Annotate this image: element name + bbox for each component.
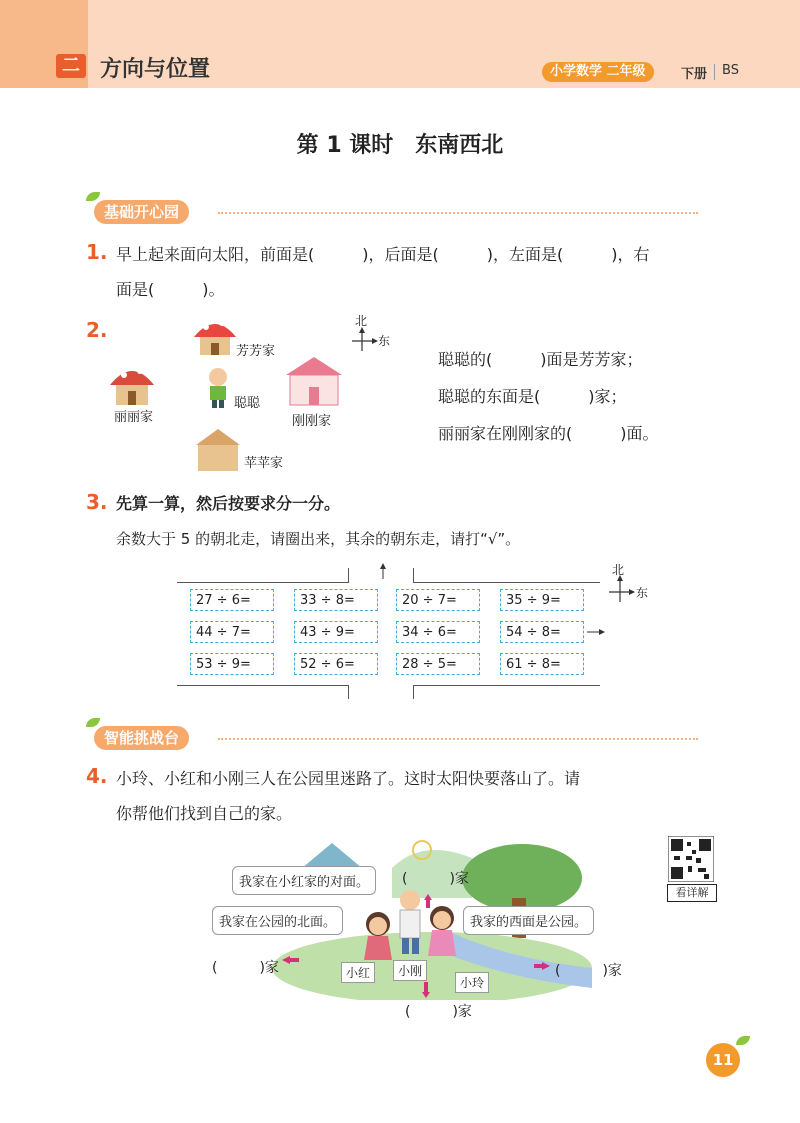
house-icon bbox=[196, 429, 240, 471]
leaf-icon bbox=[86, 718, 100, 727]
division-cell[interactable]: 52 ÷ 6= bbox=[294, 653, 378, 675]
road-edge bbox=[413, 568, 414, 583]
section-banner-challenge: 智能挑战台 bbox=[94, 726, 189, 750]
mushroom-house-icon bbox=[194, 320, 236, 355]
compass-north-label: 北 bbox=[355, 314, 368, 328]
question-number: 3. bbox=[86, 490, 108, 514]
term-label: 下册 bbox=[681, 67, 708, 82]
road-edge bbox=[413, 685, 600, 686]
question-number: 2. bbox=[86, 318, 108, 342]
division-cell[interactable]: 53 ÷ 9= bbox=[190, 653, 274, 675]
question-number: 1. bbox=[86, 240, 108, 264]
qr-detail-label[interactable]: 看详解 bbox=[667, 884, 717, 902]
header-divider bbox=[714, 64, 715, 80]
house-label-pingping: 苹苹家 bbox=[244, 456, 284, 471]
house-label-ganggang: 刚刚家 bbox=[292, 414, 332, 429]
boy-icon bbox=[209, 368, 227, 408]
q2-statement-2: 聪聪的东面是( )家； bbox=[438, 387, 627, 406]
speech-bubble-left: 我家在公园的北面。 bbox=[212, 906, 343, 935]
road-edge bbox=[177, 582, 349, 583]
question-number: 4. bbox=[86, 764, 108, 788]
q2-statement-1: 聪聪的( )面是芳芳家； bbox=[438, 350, 643, 369]
road-edge bbox=[348, 685, 349, 699]
unit-number-badge: 二 bbox=[56, 54, 86, 78]
girl-xiaoling-icon bbox=[428, 906, 456, 956]
division-cell[interactable]: 61 ÷ 8= bbox=[500, 653, 584, 675]
division-cell[interactable]: 34 ÷ 6= bbox=[396, 621, 480, 643]
house-label-fangfang: 芳芳家 bbox=[236, 344, 276, 359]
north-arrow-icon bbox=[376, 562, 390, 580]
road-edge bbox=[413, 582, 600, 583]
answer-blank-right[interactable]: ( )家 bbox=[555, 963, 622, 979]
section-banner-basic: 基础开心园 bbox=[94, 200, 189, 224]
division-cell[interactable]: 43 ÷ 9= bbox=[294, 621, 378, 643]
answer-blank-top[interactable]: ( )家 bbox=[402, 871, 469, 887]
division-cell[interactable]: 54 ÷ 8= bbox=[500, 621, 584, 643]
unit-title: 方向与位置 bbox=[100, 57, 211, 82]
speech-bubble-top: 我家在小红家的对面。 bbox=[232, 866, 376, 895]
section-dotted-line bbox=[218, 738, 698, 740]
page-number: 11 bbox=[706, 1043, 740, 1077]
name-label-xiaohong: 小红 bbox=[341, 962, 375, 983]
section-dotted-line bbox=[218, 212, 698, 214]
compass-east-label: 东 bbox=[378, 334, 391, 348]
mushroom-house-icon bbox=[110, 368, 154, 405]
house-label-lili: 丽丽家 bbox=[114, 410, 154, 425]
house-icon bbox=[286, 357, 342, 405]
q4-line1: 小玲、小红和小刚三人在公园里迷路了。这时太阳快要落山了。请 bbox=[116, 769, 581, 788]
division-cell[interactable]: 20 ÷ 7= bbox=[396, 589, 480, 611]
q3-instruction: 余数大于 5 的朝北走，请圈出来，其余的朝东走，请打“√”。 bbox=[116, 530, 521, 548]
name-label-xiaoling: 小玲 bbox=[455, 972, 489, 993]
qr-code-icon[interactable] bbox=[668, 836, 714, 882]
q1-line2: 面是( )。 bbox=[116, 280, 225, 299]
grade-pill: 小学数学 二年级 bbox=[542, 62, 654, 82]
girl-xiaohong-icon bbox=[364, 912, 392, 960]
compass-east-label: 东 bbox=[636, 586, 649, 600]
q3-title: 先算一算，然后按要求分一分。 bbox=[116, 494, 341, 513]
speech-bubble-right: 我家的西面是公园。 bbox=[463, 906, 594, 935]
q1-line1: 早上起来面向太阳，前面是( )，后面是( )，左面是( )，右 bbox=[116, 245, 650, 264]
road-edge bbox=[177, 685, 349, 686]
answer-blank-bottom[interactable]: ( )家 bbox=[405, 1004, 472, 1020]
answer-blank-left[interactable]: ( )家 bbox=[212, 960, 279, 976]
name-label-xiaogang: 小刚 bbox=[393, 960, 427, 981]
person-label-congcong: 聪聪 bbox=[234, 396, 261, 411]
east-arrow-icon bbox=[586, 626, 606, 638]
q4-line2: 你帮他们找到自己的家。 bbox=[116, 804, 293, 823]
division-cell[interactable]: 44 ÷ 7= bbox=[190, 621, 274, 643]
road-edge bbox=[413, 685, 414, 699]
road-edge bbox=[348, 568, 349, 583]
compass-icon bbox=[352, 327, 378, 351]
division-cell[interactable]: 35 ÷ 9= bbox=[500, 589, 584, 611]
division-cell[interactable]: 28 ÷ 5= bbox=[396, 653, 480, 675]
lesson-title: 第 1 课时 东南西北 bbox=[296, 133, 504, 158]
compass-north-label: 北 bbox=[612, 563, 625, 577]
leaf-icon bbox=[736, 1036, 750, 1045]
division-cell[interactable]: 27 ÷ 6= bbox=[190, 589, 274, 611]
q2-statement-3: 丽丽家在刚刚家的( )面。 bbox=[438, 424, 659, 443]
leaf-icon bbox=[86, 192, 100, 201]
division-cell[interactable]: 33 ÷ 8= bbox=[294, 589, 378, 611]
edition-label: BS bbox=[722, 63, 739, 78]
